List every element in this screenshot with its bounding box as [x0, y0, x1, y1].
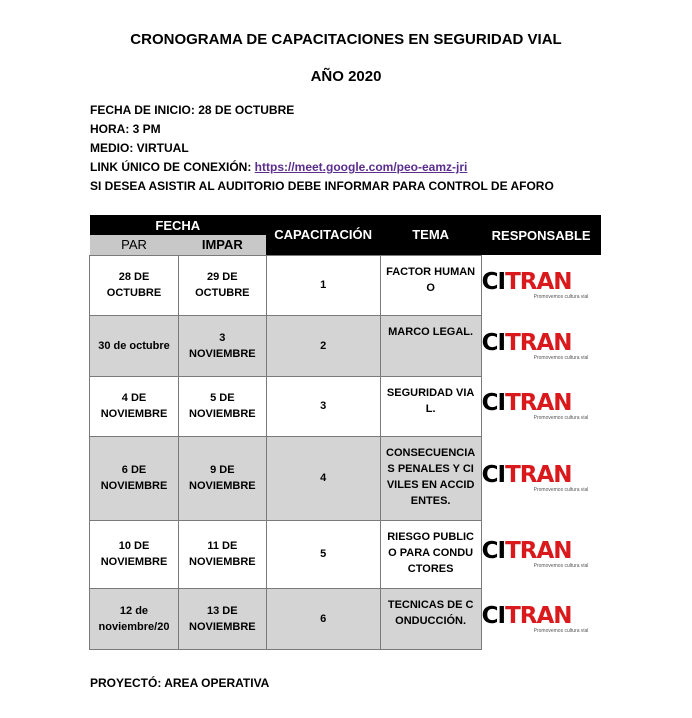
schedule-table: [89, 215, 601, 650]
logo-tran: TRAN: [505, 329, 572, 356]
cell-responsable: [481, 376, 601, 436]
citran-logo: [482, 391, 594, 421]
cell-impar: [179, 255, 267, 315]
time: HORA: 3 PM: [90, 122, 161, 136]
logo-tran: TRAN: [505, 538, 572, 564]
cell-impar-text: 29 DE OCTUBRE: [195, 271, 250, 299]
cell-responsable: [481, 436, 601, 520]
table-row: [90, 520, 602, 588]
logo-tagline: Promovemos cultura vial: [533, 627, 589, 634]
logo-tagline: Promovemos cultura vial: [533, 563, 589, 569]
cell-capacitacion: [266, 436, 380, 520]
citran-logo: [482, 539, 594, 569]
logo-tagline: Promovemos cultura vial: [533, 415, 589, 421]
cell-par: [90, 315, 179, 376]
logo-ci: CI: [481, 269, 506, 295]
logo-ci: CI: [481, 329, 506, 356]
header-par: PAR: [90, 235, 179, 255]
logo-tran: TRAN: [505, 390, 572, 416]
logo-wordmark: [482, 331, 594, 355]
logo-wordmark: [482, 463, 594, 487]
logo-wordmark: [482, 391, 594, 415]
table-row: [90, 255, 602, 315]
header-fecha: FECHA: [90, 215, 267, 235]
citran-logo: [482, 270, 594, 300]
cell-par-text: 28 DE OCTUBRE: [106, 271, 162, 299]
cell-capacitacion-text: 6: [320, 612, 327, 625]
header-capacitacion: CAPACITACIÓN: [266, 215, 380, 255]
cell-capacitacion-text: 5: [320, 548, 327, 560]
cell-impar: [179, 376, 267, 436]
cell-tema: [380, 315, 481, 376]
cell-impar-text: 5 DE NOVIEMBRE: [189, 392, 256, 420]
cell-capacitacion-text: 2: [320, 339, 327, 352]
start-date: FECHA DE INICIO: 28 DE OCTUBRE: [90, 103, 295, 117]
header-tema: TEMA: [380, 215, 481, 255]
logo-tran: TRAN: [505, 269, 572, 295]
header-impar: IMPAR: [179, 235, 267, 255]
cell-capacitacion-text: 1: [320, 279, 327, 291]
link-label: LINK ÚNICO DE CONEXIÓN:: [90, 160, 255, 174]
logo-tagline: Promovemos cultura vial: [533, 354, 589, 361]
cell-par: [90, 255, 179, 315]
table-row: [90, 376, 602, 436]
cell-par: [90, 436, 179, 520]
citran-logo: [482, 463, 594, 493]
cell-tema: [380, 255, 481, 315]
document-title: CRONOGRAMA DE CAPACITACIONES EN SEGURIDAD VIAL: [130, 31, 562, 48]
citran-logo: [482, 331, 594, 361]
cell-impar-text: 11 DE NOVIEMBRE: [189, 540, 256, 568]
cell-capacitacion: [266, 520, 380, 588]
cell-tema-text: FACTOR HUMANO: [386, 265, 476, 294]
cell-impar-text: 9 DE NOVIEMBRE: [189, 464, 256, 492]
cell-tema-text: CONSECUENCIAS PENALES Y CIVILES EN ACCIDENTES.: [386, 446, 476, 507]
cell-impar: [179, 436, 267, 520]
cell-tema: [380, 520, 481, 588]
cell-tema-text: MARCO LEGAL.: [388, 325, 474, 338]
logo-wordmark: [482, 604, 594, 628]
logo-wordmark: [482, 539, 594, 563]
cell-par-text: 4 DE NOVIEMBRE: [100, 392, 168, 420]
cell-par: [90, 520, 179, 588]
cell-responsable: [481, 588, 601, 649]
logo-tagline: Promovemos cultura vial: [533, 487, 589, 493]
cell-impar: [179, 315, 267, 376]
cell-impar-text: 13 DE NOVIEMBRE: [189, 604, 256, 633]
cell-responsable: [481, 255, 601, 315]
cell-capacitacion: [266, 588, 380, 649]
logo-ci: CI: [481, 602, 506, 629]
cell-impar-text: 3 NOVIEMBRE: [189, 331, 256, 360]
cell-responsable: [481, 520, 601, 588]
cell-tema-text: RIESGO PUBLICO PARA CONDUCTORES: [387, 530, 475, 575]
cell-par-text: 6 DE NOVIEMBRE: [100, 464, 168, 492]
cell-capacitacion: [266, 315, 380, 376]
header-responsable: RESPONSABLE: [481, 215, 601, 255]
logo-ci: CI: [481, 538, 506, 564]
cell-tema-text: TECNICAS DE CONDUCCIÓN.: [387, 598, 474, 627]
cell-tema-text: SEGURIDAD VIAL.: [386, 386, 475, 415]
logo-ci: CI: [481, 390, 506, 416]
citran-logo: [482, 604, 594, 634]
cell-tema: [380, 436, 481, 520]
logo-wordmark: [482, 270, 594, 294]
document-year: AÑO 2020: [310, 68, 382, 85]
cell-capacitacion: [266, 255, 380, 315]
table-row: [90, 436, 602, 520]
cell-par-text: 30 de octubre: [98, 339, 170, 352]
notice: SI DESEA ASISTIR AL AUDITORIO DEBE INFORMAR PARA CONTROL DE AFORO: [90, 179, 554, 193]
footer-project: PROYECTÓ: AREA OPERATIVA: [90, 676, 270, 690]
cell-capacitacion-text: 3: [320, 400, 327, 412]
cell-impar: [179, 588, 267, 649]
logo-tran: TRAN: [505, 602, 572, 629]
table-row: [90, 588, 602, 649]
cell-tema: [380, 376, 481, 436]
logo-tagline: Promovemos cultura vial: [533, 294, 589, 300]
cell-capacitacion-text: 4: [320, 472, 327, 484]
info-block: [90, 101, 554, 196]
cell-par: [90, 376, 179, 436]
cell-capacitacion: [266, 376, 380, 436]
cell-par-text: 10 DE NOVIEMBRE: [100, 540, 168, 568]
logo-ci: CI: [481, 462, 506, 488]
table-row: [90, 315, 602, 376]
cell-impar: [179, 520, 267, 588]
link-line: [90, 158, 554, 177]
cell-tema: [380, 588, 481, 649]
cell-par: [90, 588, 179, 649]
logo-tran: TRAN: [505, 462, 572, 488]
medium: MEDIO: VIRTUAL: [90, 141, 189, 155]
cell-par-text: 12 de noviembre/20: [98, 604, 170, 633]
cell-responsable: [481, 315, 601, 376]
meet-link[interactable]: https://meet.google.com/peo-eamz-jri: [254, 160, 468, 174]
